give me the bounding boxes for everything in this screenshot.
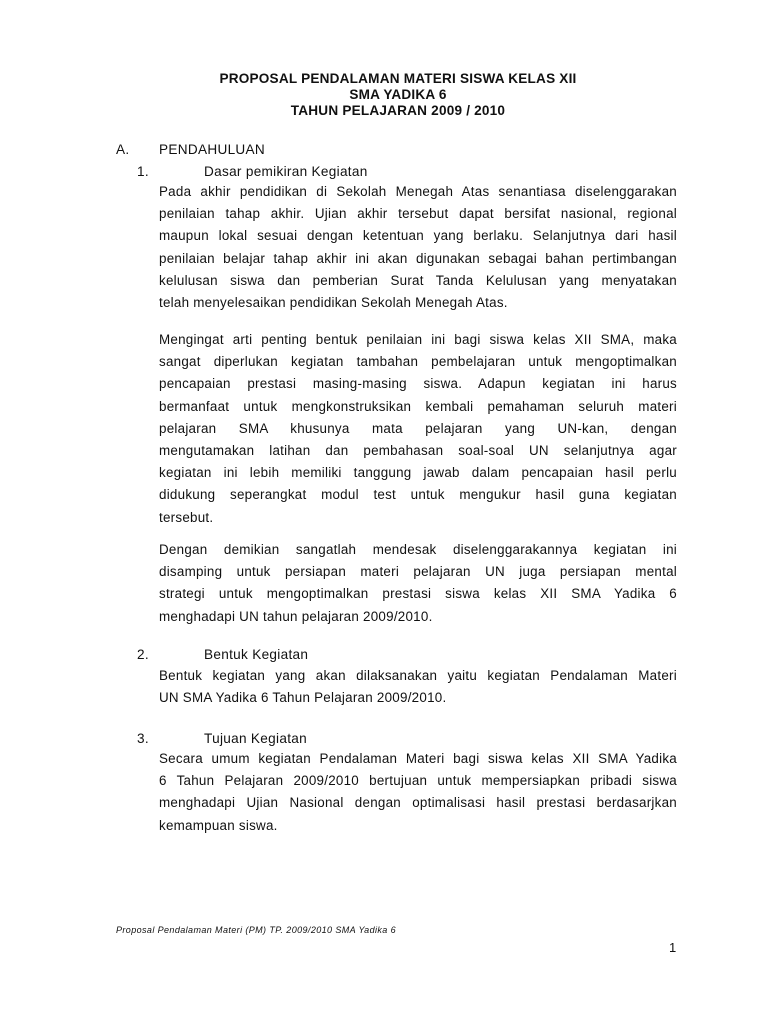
paragraph-line: didukung seperangkat modul test untuk mengukur hasil guna kegiatan	[159, 487, 677, 503]
paragraph-2-1	[159, 665, 677, 709]
paragraph-line: Bentuk kegiatan yang akan dilaksanakan yaitu kegiatan Pendalaman Materi	[159, 668, 677, 683]
title-line-3: TAHUN PELAJARAN 2009 / 2010	[290, 103, 506, 118]
paragraph-line: penilaian tahap akhir. Ujian akhir tersebut dapat bersifat nasional, regional	[159, 206, 677, 222]
paragraph-line: penilaian belajar tahap akhir ini akan digunakan sebagai bahan pertimbangan	[159, 250, 677, 266]
page-number: 1	[669, 940, 677, 955]
title-line-1: PROPOSAL PENDALAMAN MATERI SISWA KELAS XII	[219, 71, 577, 86]
item-1-number: 1.	[137, 164, 149, 179]
paragraph-1-3	[159, 539, 677, 628]
paragraph-line: pencapaian prestasi masing-masing siswa. Adapun kegiatan ini harus	[159, 376, 677, 392]
paragraph-line: UN SMA Yadika 6 Tahun Pelajaran 2009/2010.	[159, 690, 447, 706]
item-3-heading: Tujuan Kegiatan	[204, 731, 308, 746]
paragraph-line: disamping untuk persiapan materi pelajaran UN juga persiapan mental	[159, 564, 677, 580]
item-3-number: 3.	[137, 731, 149, 746]
section-a-marker: A.	[116, 142, 130, 157]
paragraph-line: kegiatan ini lebih memiliki tanggung jawab dalam pencapaian hasil perlu	[159, 465, 677, 481]
paragraph-line: maupun lokal sesuai dengan ketentuan yang berlaku. Selanjutnya dari hasil	[159, 228, 677, 244]
page-footer: Proposal Pendalaman Materi (PM) TP. 2009/2010 SMA Yadika 6	[116, 925, 397, 935]
paragraph-line: strategi untuk mengoptimalkan prestasi siswa kelas XII SMA Yadika 6	[159, 586, 677, 602]
paragraph-line: 6 Tahun Pelajaran 2009/2010 bertujuan untuk mempersiapkan pribadi siswa	[159, 773, 677, 789]
paragraph-1-2	[159, 329, 677, 529]
paragraph-line: Pada akhir pendidikan di Sekolah Menegah Atas senantiasa diselenggarakan	[159, 184, 677, 199]
paragraph-line: tersebut.	[159, 509, 214, 525]
item-2-number: 2.	[137, 647, 149, 662]
document-title	[0, 71, 768, 119]
title-line-2: SMA YADIKA 6	[349, 87, 447, 102]
paragraph-line: Secara umum kegiatan Pendalaman Materi bagi siswa kelas XII SMA Yadika	[159, 751, 677, 766]
item-1-heading: Dasar pemikiran Kegiatan	[204, 164, 368, 179]
paragraph-line: bermanfaat untuk mengkonstruksikan kembali pemahaman seluruh materi	[159, 398, 677, 414]
paragraph-line: telah menyelesaikan pendidikan Sekolah Menegah Atas.	[159, 295, 508, 311]
paragraph-line: kemampuan siswa.	[159, 817, 278, 833]
item-2-heading: Bentuk Kegiatan	[204, 647, 309, 662]
paragraph-3-1	[159, 748, 677, 837]
section-a-heading: PENDAHULUAN	[159, 142, 266, 157]
paragraph-line: mengutamakan latihan dan pembahasan soal-soal UN selanjutnya agar	[159, 443, 677, 459]
paragraph-1-1	[159, 181, 677, 314]
paragraph-line: Dengan demikian sangatlah mendesak diselenggarakannya kegiatan ini	[159, 542, 677, 557]
paragraph-line: Mengingat arti penting bentuk penilaian ini bagi siswa kelas XII SMA, maka	[159, 332, 677, 347]
paragraph-line: menghadapi Ujian Nasional dengan optimalisasi hasil prestasi berdasarjkan	[159, 795, 677, 811]
paragraph-line: sangat diperlukan kegiatan tambahan pembelajaran untuk mengoptimalkan	[159, 354, 677, 370]
paragraph-line: pelajaran SMA khusunya mata pelajaran yang UN-kan, dengan	[159, 420, 677, 436]
paragraph-line: kelulusan siswa dan pemberian Surat Tanda Kelulusan yang menyatakan	[159, 272, 677, 288]
paragraph-line: menghadapi UN tahun pelajaran 2009/2010.	[159, 608, 433, 624]
